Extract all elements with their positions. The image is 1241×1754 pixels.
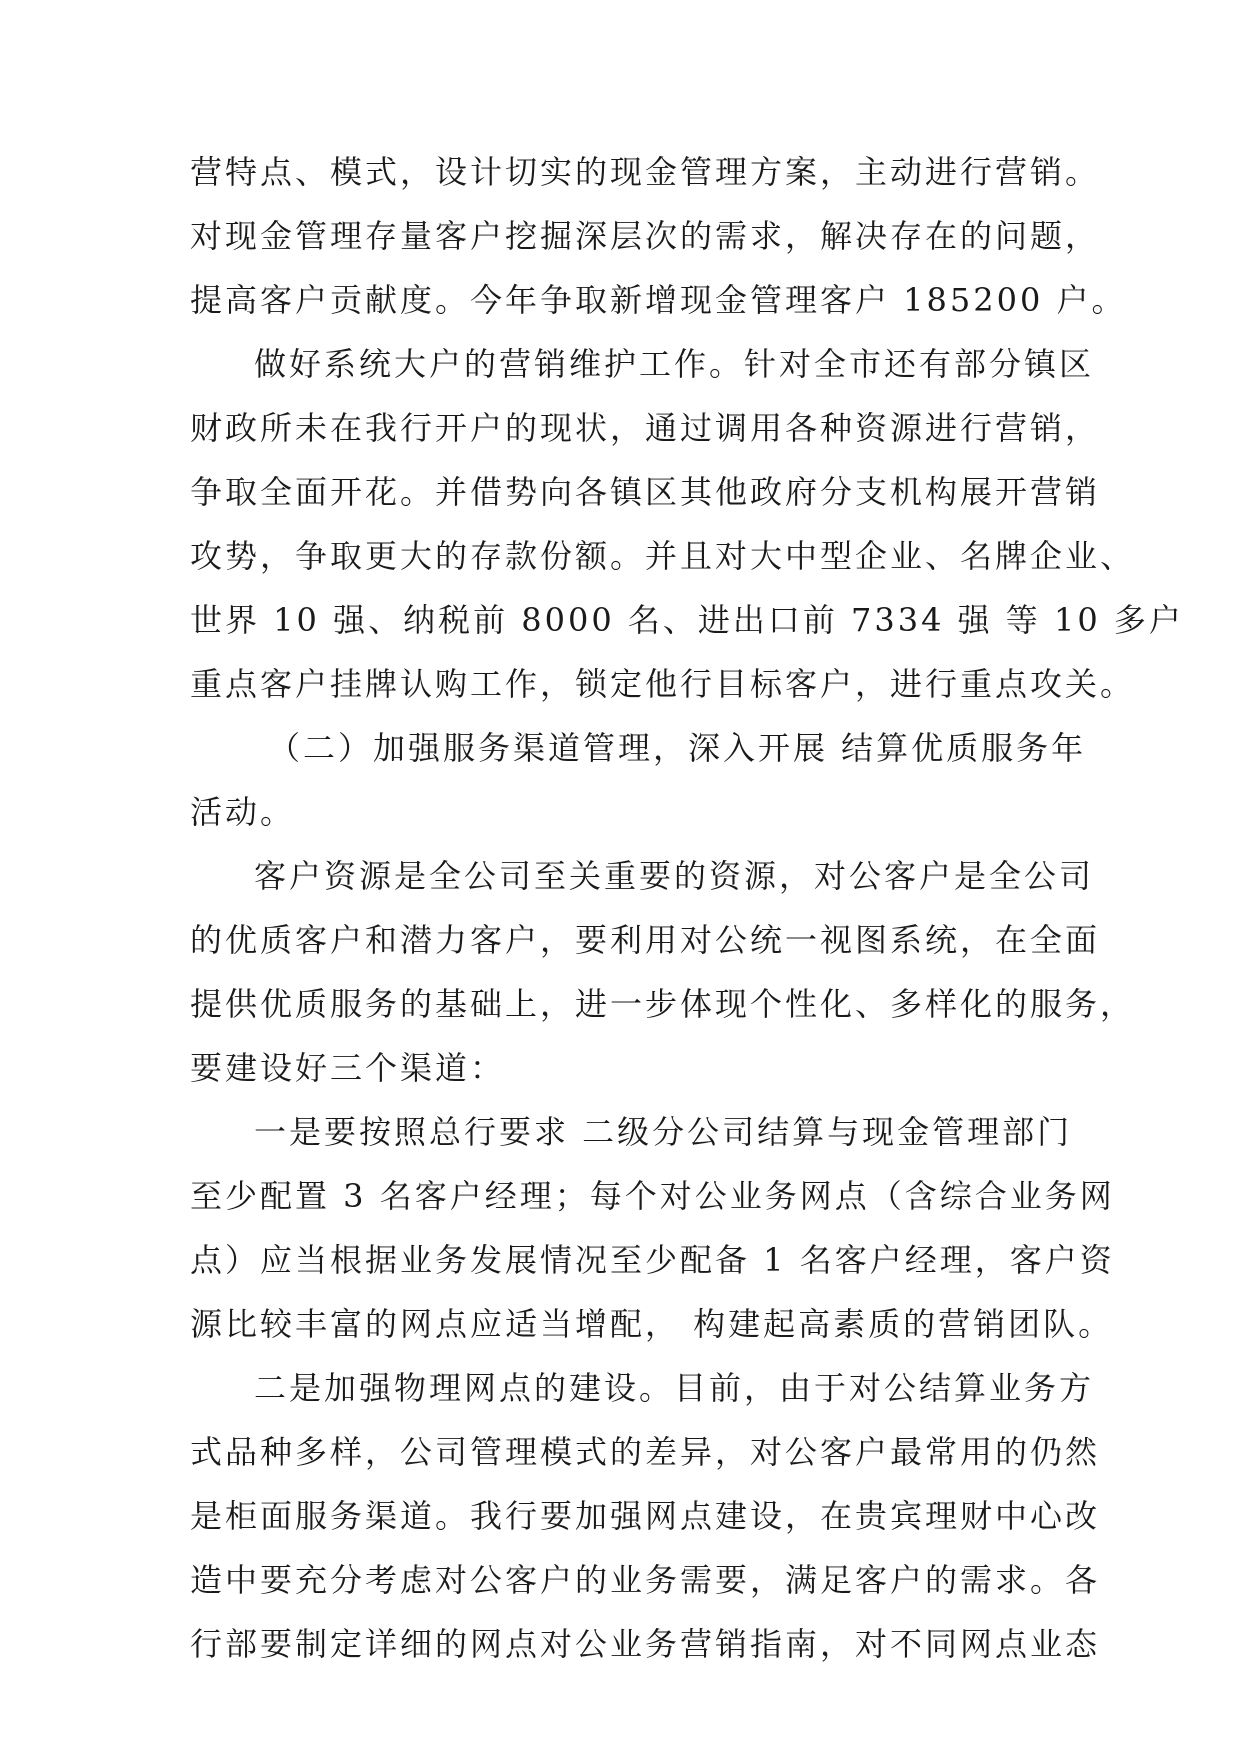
text-line: 提高客户贡献度。今年争取新增现金管理客户 185200 户。 bbox=[190, 281, 1127, 319]
text-line: 点）应当根据业务发展情况至少配备 1 名客户经理，客户资 bbox=[190, 1241, 1115, 1279]
section-heading-line: （二）加强服务渠道管理，深入开展 结算优质服务年 bbox=[268, 729, 1087, 767]
text-line: 重点客户挂牌认购工作，锁定他行目标客户，进行重点攻关。 bbox=[190, 665, 1136, 703]
paragraph-start-line: 二是加强物理网点的建设。目前，由于对公结算业务方 bbox=[254, 1369, 1095, 1407]
text-line: 对现金管理存量客户挖掘深层次的需求，解决存在的问题， bbox=[190, 217, 1101, 255]
section-heading-line: 活动。 bbox=[190, 793, 296, 831]
paragraph-start-line: 做好系统大户的营销维护工作。针对全市还有部分镇区 bbox=[254, 345, 1095, 383]
text-line: 源比较丰富的网点应适当增配， 构建起高素质的营销团队。 bbox=[190, 1305, 1114, 1343]
text-line: 攻势，争取更大的存款份额。并且对大中型企业、名牌企业、 bbox=[190, 537, 1136, 575]
text-line: 争取全面开花。并借势向各镇区其他政府分支机构展开营销 bbox=[190, 473, 1101, 511]
text-line: 造中要充分考虑对公客户的业务需要，满足客户的需求。各 bbox=[190, 1561, 1101, 1599]
text-line: 营特点、模式，设计切实的现金管理方案，主动进行营销。 bbox=[190, 153, 1101, 191]
text-line: 是柜面服务渠道。我行要加强网点建设，在贵宾理财中心改 bbox=[190, 1497, 1101, 1535]
text-line: 提供优质服务的基础上，进一步体现个性化、多样化的服务， bbox=[190, 985, 1136, 1023]
text-line: 的优质客户和潜力客户，要利用对公统一视图系统，在全面 bbox=[190, 921, 1101, 959]
text-line: 财政所未在我行开户的现状，通过调用各种资源进行营销， bbox=[190, 409, 1101, 447]
text-line: 式品种多样，公司管理模式的差异，对公客户最常用的仍然 bbox=[190, 1433, 1101, 1471]
paragraph-start-line: 客户资源是全公司至关重要的资源，对公客户是全公司 bbox=[254, 857, 1095, 895]
text-line: 行部要制定详细的网点对公业务营销指南，对不同网点业态 bbox=[190, 1625, 1101, 1663]
body-text bbox=[190, 140, 1184, 1676]
text-line: 世界 10 强、纳税前 8000 名、进出口前 7334 强 等 10 多户 bbox=[190, 601, 1184, 639]
text-line: 要建设好三个渠道： bbox=[190, 1049, 506, 1087]
paragraph-start-line: 一是要按照总行要求 二级分公司结算与现金管理部门 bbox=[254, 1113, 1073, 1151]
text-line: 至少配置 3 名客户经理；每个对公业务网点（含综合业务网 bbox=[190, 1177, 1115, 1215]
